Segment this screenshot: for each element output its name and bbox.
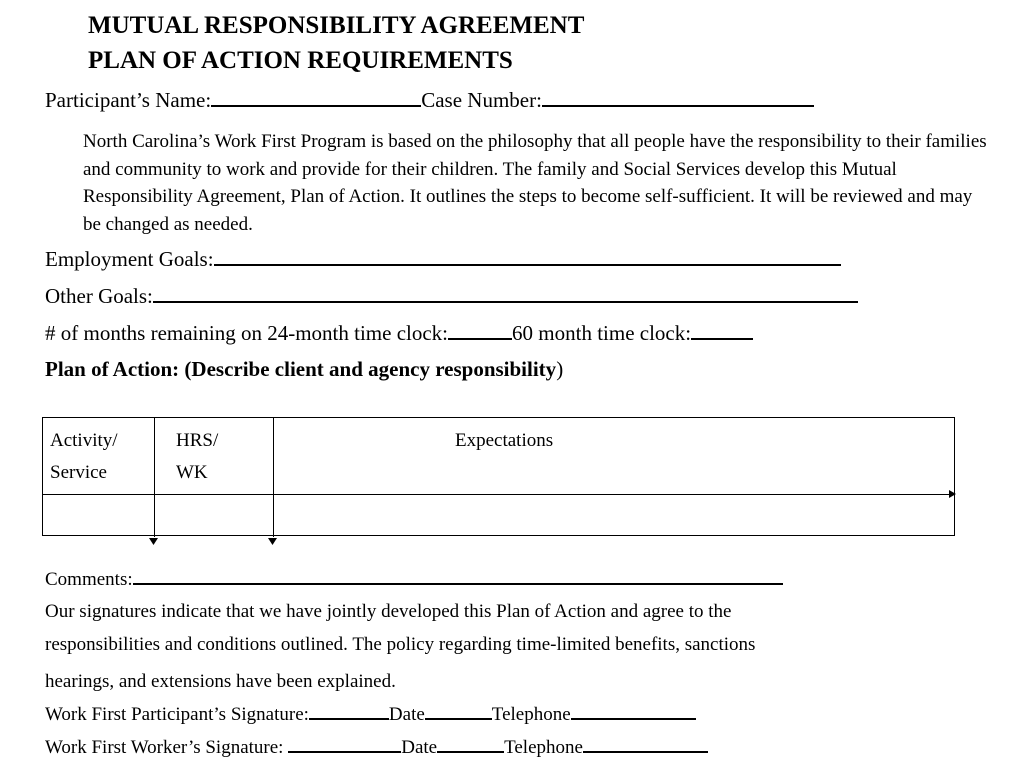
case-number-label: Case Number: [421, 88, 542, 112]
column-1-arrow-icon [149, 538, 158, 545]
worker-telephone-label: Telephone [504, 737, 583, 758]
other-goals-row [45, 283, 858, 309]
other-goals-label: Other Goals: [45, 284, 153, 308]
form-title-line1: MUTUAL RESPONSIBILITY AGREEMENT [88, 12, 585, 39]
participant-telephone-label: Telephone [491, 704, 571, 725]
employment-goals-row [45, 246, 841, 272]
participant-name-field[interactable] [211, 87, 421, 107]
time-clock-row [45, 320, 753, 346]
participant-row [45, 87, 814, 113]
participant-date-field[interactable] [425, 703, 492, 720]
employment-goals-label: Employment Goals: [45, 247, 214, 271]
other-goals-field[interactable] [153, 283, 858, 303]
worker-signature-field[interactable] [288, 736, 401, 753]
form-title-line2: PLAN OF ACTION REQUIREMENTS [88, 47, 513, 74]
case-number-field[interactable] [542, 87, 814, 107]
worker-telephone-field[interactable] [583, 736, 708, 753]
participant-date-label: Date [388, 704, 425, 725]
comments-row [45, 568, 783, 592]
worker-signature-row [45, 736, 708, 760]
hrs-wk-cell[interactable] [155, 495, 272, 536]
comments-label: Comments: [45, 569, 133, 590]
time-clock-24-label: # of months remaining on 24-month time clock: [45, 321, 449, 345]
participant-telephone-field[interactable] [571, 703, 696, 720]
table-header-wk: WK [176, 462, 208, 483]
worker-date-field[interactable] [437, 736, 504, 753]
plan-table [42, 417, 955, 536]
table-header-hrs: HRS/ [176, 430, 219, 451]
participant-signature-label: Work First Participant’s Signature: [45, 704, 309, 725]
expectations-cell[interactable] [274, 495, 954, 536]
time-clock-60-field[interactable] [691, 320, 753, 340]
time-clock-24-field[interactable] [448, 320, 512, 340]
employment-goals-field[interactable] [214, 246, 841, 266]
column-2-arrow-icon [268, 538, 277, 545]
plan-of-action-heading-close: ) [556, 357, 564, 381]
signature-statement-line3: hearings, and extensions have been explained. [45, 671, 396, 692]
intro-paragraph: North Carolina’s Work First Program is based on the philosophy that all people have the responsibility to their families and community to work and provide for their children. The family and Social Services develop this Mutual Responsibility Agreement, Plan of Action. It outlines the steps to become self-sufficient. It will be reviewed and may be changed as needed. [83, 131, 987, 235]
worker-date-label: Date [401, 737, 438, 758]
participant-signature-row [45, 703, 696, 727]
comments-field[interactable] [133, 568, 783, 585]
time-clock-60-label: 60 month time clock: [512, 321, 692, 345]
table-header-expectations: Expectations [455, 430, 554, 451]
plan-of-action-heading [45, 356, 563, 382]
worker-signature-label: Work First Worker’s Signature: [45, 737, 289, 758]
participant-signature-field[interactable] [309, 703, 389, 720]
signature-statement-line1: Our signatures indicate that we have jointly developed this Plan of Action and agree to the [45, 601, 732, 622]
signature-statement-line2: responsibilities and conditions outlined. The policy regarding time-limited benefits, sanctions [45, 634, 756, 655]
table-header-activity: Activity/ [50, 430, 118, 451]
participant-name-label: Participant’s Name: [45, 88, 212, 112]
activity-service-cell[interactable] [44, 495, 153, 536]
plan-of-action-heading-text: Plan of Action: (Describe client and agency responsibility [45, 357, 557, 381]
table-header-service: Service [50, 462, 107, 483]
